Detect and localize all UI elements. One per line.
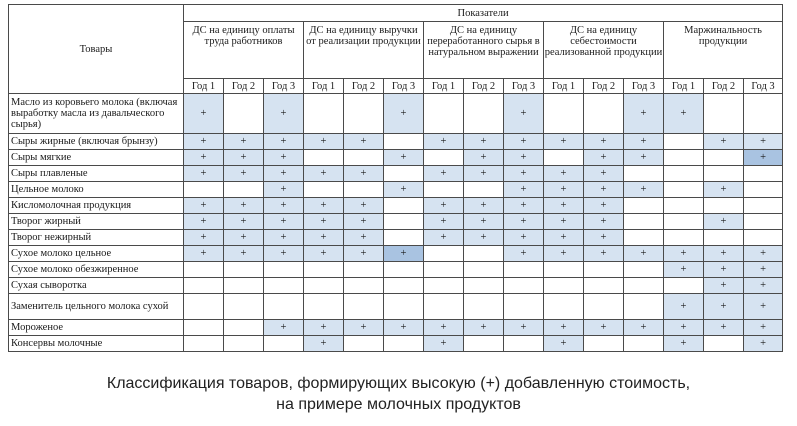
empty-cell xyxy=(664,134,704,150)
empty-cell xyxy=(344,336,384,352)
plus-mark-cell: + xyxy=(544,320,584,336)
table-row xyxy=(9,230,783,246)
product-name: Кисломолочная продукция xyxy=(9,198,184,214)
plus-mark-cell: + xyxy=(704,278,744,294)
plus-mark-cell: + xyxy=(704,320,744,336)
empty-cell xyxy=(384,262,424,278)
empty-cell xyxy=(744,182,783,198)
plus-mark-cell: + xyxy=(224,134,264,150)
product-name: Сыры плавленые xyxy=(9,166,184,182)
plus-mark-cell: + xyxy=(184,230,224,246)
empty-cell xyxy=(264,278,304,294)
empty-cell xyxy=(344,182,384,198)
plus-mark-cell: + xyxy=(184,150,224,166)
empty-cell xyxy=(624,166,664,182)
indicator-header: ДС на единицу себестоимости реализованной продукции xyxy=(544,22,664,79)
plus-mark-cell: + xyxy=(184,198,224,214)
empty-cell xyxy=(544,150,584,166)
year-header: Год 2 xyxy=(584,79,624,94)
plus-mark-cell: + xyxy=(584,150,624,166)
plus-mark-cell: + xyxy=(624,320,664,336)
empty-cell xyxy=(384,134,424,150)
empty-cell xyxy=(384,294,424,320)
table-body xyxy=(9,94,783,352)
empty-cell xyxy=(384,198,424,214)
plus-mark-cell: + xyxy=(184,246,224,262)
table-row xyxy=(9,198,783,214)
indicator-header: ДС на единицу оплаты труда работников xyxy=(184,22,304,79)
plus-mark-cell: + xyxy=(384,150,424,166)
empty-cell xyxy=(464,182,504,198)
empty-cell xyxy=(464,246,504,262)
empty-cell xyxy=(504,336,544,352)
empty-cell xyxy=(184,278,224,294)
plus-mark-cell: + xyxy=(544,246,584,262)
empty-cell xyxy=(744,94,783,134)
empty-cell xyxy=(424,246,464,262)
empty-cell xyxy=(224,294,264,320)
year-header: Год 1 xyxy=(544,79,584,94)
empty-cell xyxy=(424,278,464,294)
plus-mark-cell: + xyxy=(744,294,783,320)
plus-mark-cell: + xyxy=(264,320,304,336)
empty-cell xyxy=(664,182,704,198)
empty-cell xyxy=(264,336,304,352)
plus-mark-cell: + xyxy=(544,134,584,150)
year-header: Год 1 xyxy=(304,79,344,94)
plus-mark-cell: + xyxy=(264,134,304,150)
product-name: Сыры жирные (включая брынзу) xyxy=(9,134,184,150)
empty-cell xyxy=(184,262,224,278)
plus-mark-cell: + xyxy=(544,198,584,214)
plus-mark-cell: + xyxy=(424,198,464,214)
product-name: Сухое молоко цельное xyxy=(9,246,184,262)
plus-mark-cell: + xyxy=(664,246,704,262)
plus-mark-cell: + xyxy=(184,214,224,230)
plus-mark-cell: + xyxy=(224,246,264,262)
plus-mark-cell: + xyxy=(184,166,224,182)
empty-cell xyxy=(224,278,264,294)
plus-mark-cell: + xyxy=(224,166,264,182)
product-name: Консервы молочные xyxy=(9,336,184,352)
plus-mark-cell: + xyxy=(344,198,384,214)
empty-cell xyxy=(704,198,744,214)
empty-cell xyxy=(424,150,464,166)
empty-cell xyxy=(344,278,384,294)
plus-mark-cell: + xyxy=(584,134,624,150)
table-row xyxy=(9,94,783,134)
product-name: Мороженое xyxy=(9,320,184,336)
product-name: Творог жирный xyxy=(9,214,184,230)
empty-cell xyxy=(424,262,464,278)
caption-line-1: Классификация товаров, формирующих высокую (+) добавленную стоимость, xyxy=(106,375,691,392)
empty-cell xyxy=(264,294,304,320)
plus-mark-cell: + xyxy=(464,230,504,246)
empty-cell xyxy=(344,150,384,166)
empty-cell xyxy=(424,94,464,134)
empty-cell xyxy=(704,150,744,166)
plus-mark-cell: + xyxy=(504,320,544,336)
empty-cell xyxy=(744,198,783,214)
empty-cell xyxy=(584,278,624,294)
empty-cell xyxy=(304,278,344,294)
plus-mark-cell: + xyxy=(584,230,624,246)
plus-mark-cell: + xyxy=(304,230,344,246)
plus-mark-cell: + xyxy=(344,230,384,246)
goods-header: Товары xyxy=(9,5,184,94)
plus-mark-cell: + xyxy=(264,198,304,214)
indicator-header: ДС на единицу выручки от реализации продукции xyxy=(304,22,424,79)
group-header-row xyxy=(9,5,783,22)
plus-mark-cell: + xyxy=(264,246,304,262)
plus-mark-cell: + xyxy=(744,150,783,166)
empty-cell xyxy=(624,214,664,230)
plus-mark-cell: + xyxy=(384,94,424,134)
empty-cell xyxy=(384,214,424,230)
empty-cell xyxy=(184,320,224,336)
year-header: Год 3 xyxy=(744,79,783,94)
plus-mark-cell: + xyxy=(624,182,664,198)
plus-mark-cell: + xyxy=(664,336,704,352)
empty-cell xyxy=(384,230,424,246)
empty-cell xyxy=(224,94,264,134)
plus-mark-cell: + xyxy=(704,246,744,262)
plus-mark-cell: + xyxy=(664,94,704,134)
empty-cell xyxy=(344,262,384,278)
product-name: Масло из коровьего молока (включая выработку масла из давальческого сырья) xyxy=(9,94,184,134)
plus-mark-cell: + xyxy=(304,214,344,230)
plus-mark-cell: + xyxy=(744,320,783,336)
empty-cell xyxy=(304,150,344,166)
plus-mark-cell: + xyxy=(504,214,544,230)
empty-cell xyxy=(384,166,424,182)
table-row xyxy=(9,262,783,278)
year-header: Год 1 xyxy=(184,79,224,94)
empty-cell xyxy=(584,262,624,278)
plus-mark-cell: + xyxy=(744,278,783,294)
plus-mark-cell: + xyxy=(504,246,544,262)
table-row xyxy=(9,320,783,336)
table-row xyxy=(9,166,783,182)
plus-mark-cell: + xyxy=(424,166,464,182)
empty-cell xyxy=(664,166,704,182)
year-header: Год 2 xyxy=(704,79,744,94)
empty-cell xyxy=(584,336,624,352)
empty-cell xyxy=(704,230,744,246)
empty-cell xyxy=(464,294,504,320)
product-name: Творог нежирный xyxy=(9,230,184,246)
empty-cell xyxy=(664,214,704,230)
plus-mark-cell: + xyxy=(664,294,704,320)
plus-mark-cell: + xyxy=(224,150,264,166)
plus-mark-cell: + xyxy=(224,214,264,230)
plus-mark-cell: + xyxy=(544,214,584,230)
caption-line-2: на примере молочных продуктов xyxy=(276,396,521,413)
year-header: Год 2 xyxy=(344,79,384,94)
year-header: Год 3 xyxy=(504,79,544,94)
empty-cell xyxy=(424,294,464,320)
plus-mark-cell: + xyxy=(304,320,344,336)
empty-cell xyxy=(464,278,504,294)
empty-cell xyxy=(744,166,783,182)
year-header: Год 1 xyxy=(424,79,464,94)
empty-cell xyxy=(624,294,664,320)
plus-mark-cell: + xyxy=(504,134,544,150)
empty-cell xyxy=(224,182,264,198)
empty-cell xyxy=(544,262,584,278)
plus-mark-cell: + xyxy=(744,262,783,278)
plus-mark-cell: + xyxy=(384,182,424,198)
plus-mark-cell: + xyxy=(344,214,384,230)
empty-cell xyxy=(544,94,584,134)
plus-mark-cell: + xyxy=(624,150,664,166)
plus-mark-cell: + xyxy=(424,230,464,246)
plus-mark-cell: + xyxy=(264,182,304,198)
indicator-header: ДС на единицу переработанного сырья в натуральном выражении xyxy=(424,22,544,79)
empty-cell xyxy=(744,230,783,246)
plus-mark-cell: + xyxy=(624,94,664,134)
empty-cell xyxy=(664,150,704,166)
plus-mark-cell: + xyxy=(584,246,624,262)
empty-cell xyxy=(504,262,544,278)
plus-mark-cell: + xyxy=(464,166,504,182)
plus-mark-cell: + xyxy=(264,166,304,182)
table-row xyxy=(9,336,783,352)
plus-mark-cell: + xyxy=(464,134,504,150)
plus-mark-cell: + xyxy=(504,94,544,134)
table-row xyxy=(9,278,783,294)
empty-cell xyxy=(544,278,584,294)
empty-cell xyxy=(184,336,224,352)
empty-cell xyxy=(184,182,224,198)
plus-mark-cell: + xyxy=(304,246,344,262)
plus-mark-cell: + xyxy=(384,320,424,336)
plus-mark-cell: + xyxy=(384,246,424,262)
empty-cell xyxy=(704,166,744,182)
plus-mark-cell: + xyxy=(584,166,624,182)
plus-mark-cell: + xyxy=(584,320,624,336)
empty-cell xyxy=(224,320,264,336)
plus-mark-cell: + xyxy=(704,182,744,198)
empty-cell xyxy=(624,198,664,214)
empty-cell xyxy=(624,278,664,294)
empty-cell xyxy=(384,278,424,294)
plus-mark-cell: + xyxy=(424,336,464,352)
table-row xyxy=(9,294,783,320)
product-name: Заменитель цельного молока сухой xyxy=(9,294,184,320)
plus-mark-cell: + xyxy=(304,336,344,352)
empty-cell xyxy=(304,182,344,198)
plus-mark-cell: + xyxy=(504,166,544,182)
plus-mark-cell: + xyxy=(744,246,783,262)
plus-mark-cell: + xyxy=(344,320,384,336)
plus-mark-cell: + xyxy=(504,182,544,198)
empty-cell xyxy=(504,294,544,320)
table-row xyxy=(9,134,783,150)
plus-mark-cell: + xyxy=(264,94,304,134)
empty-cell xyxy=(704,336,744,352)
empty-cell xyxy=(344,94,384,134)
empty-cell xyxy=(544,294,584,320)
plus-mark-cell: + xyxy=(744,134,783,150)
empty-cell xyxy=(584,294,624,320)
plus-mark-cell: + xyxy=(664,262,704,278)
empty-cell xyxy=(184,294,224,320)
plus-mark-cell: + xyxy=(464,214,504,230)
empty-cell xyxy=(224,262,264,278)
empty-cell xyxy=(504,278,544,294)
year-header: Год 3 xyxy=(264,79,304,94)
product-name: Сухая сыворотка xyxy=(9,278,184,294)
empty-cell xyxy=(344,294,384,320)
empty-cell xyxy=(384,336,424,352)
plus-mark-cell: + xyxy=(544,336,584,352)
year-header: Год 1 xyxy=(664,79,704,94)
year-header: Год 3 xyxy=(624,79,664,94)
plus-mark-cell: + xyxy=(304,198,344,214)
plus-mark-cell: + xyxy=(544,182,584,198)
plus-mark-cell: + xyxy=(624,134,664,150)
empty-cell xyxy=(624,230,664,246)
empty-cell xyxy=(664,230,704,246)
plus-mark-cell: + xyxy=(424,320,464,336)
plus-mark-cell: + xyxy=(624,246,664,262)
plus-mark-cell: + xyxy=(264,150,304,166)
plus-mark-cell: + xyxy=(704,262,744,278)
plus-mark-cell: + xyxy=(264,214,304,230)
empty-cell xyxy=(464,262,504,278)
year-header: Год 2 xyxy=(224,79,264,94)
plus-mark-cell: + xyxy=(584,182,624,198)
plus-mark-cell: + xyxy=(424,214,464,230)
empty-cell xyxy=(304,262,344,278)
classification-table xyxy=(8,4,783,352)
product-name: Сыры мягкие xyxy=(9,150,184,166)
plus-mark-cell: + xyxy=(224,230,264,246)
table-row xyxy=(9,182,783,198)
plus-mark-cell: + xyxy=(344,134,384,150)
empty-cell xyxy=(264,262,304,278)
product-name: Цельное молоко xyxy=(9,182,184,198)
empty-cell xyxy=(664,198,704,214)
plus-mark-cell: + xyxy=(184,94,224,134)
table-row xyxy=(9,214,783,230)
table-row xyxy=(9,246,783,262)
plus-mark-cell: + xyxy=(224,198,264,214)
plus-mark-cell: + xyxy=(504,230,544,246)
plus-mark-cell: + xyxy=(304,166,344,182)
plus-mark-cell: + xyxy=(264,230,304,246)
indicator-header: Маржинальность продукции xyxy=(664,22,783,79)
figure-caption xyxy=(0,373,797,415)
plus-mark-cell: + xyxy=(504,198,544,214)
table-row xyxy=(9,150,783,166)
product-name: Сухое молоко обезжиренное xyxy=(9,262,184,278)
plus-mark-cell: + xyxy=(704,294,744,320)
plus-mark-cell: + xyxy=(544,230,584,246)
plus-mark-cell: + xyxy=(184,134,224,150)
plus-mark-cell: + xyxy=(464,150,504,166)
empty-cell xyxy=(304,94,344,134)
empty-cell xyxy=(464,94,504,134)
empty-cell xyxy=(304,294,344,320)
plus-mark-cell: + xyxy=(344,246,384,262)
empty-cell xyxy=(464,336,504,352)
empty-cell xyxy=(584,94,624,134)
year-header: Год 2 xyxy=(464,79,504,94)
empty-cell xyxy=(664,278,704,294)
empty-cell xyxy=(704,94,744,134)
plus-mark-cell: + xyxy=(464,320,504,336)
plus-mark-cell: + xyxy=(344,166,384,182)
empty-cell xyxy=(624,262,664,278)
plus-mark-cell: + xyxy=(664,320,704,336)
plus-mark-cell: + xyxy=(704,214,744,230)
empty-cell xyxy=(224,336,264,352)
plus-mark-cell: + xyxy=(704,134,744,150)
empty-cell xyxy=(624,336,664,352)
empty-cell xyxy=(424,182,464,198)
year-header: Год 3 xyxy=(384,79,424,94)
plus-mark-cell: + xyxy=(544,166,584,182)
plus-mark-cell: + xyxy=(584,198,624,214)
empty-cell xyxy=(744,214,783,230)
plus-mark-cell: + xyxy=(464,198,504,214)
plus-mark-cell: + xyxy=(504,150,544,166)
plus-mark-cell: + xyxy=(584,214,624,230)
indicators-group-header: Показатели xyxy=(184,5,783,22)
plus-mark-cell: + xyxy=(744,336,783,352)
plus-mark-cell: + xyxy=(424,134,464,150)
plus-mark-cell: + xyxy=(304,134,344,150)
